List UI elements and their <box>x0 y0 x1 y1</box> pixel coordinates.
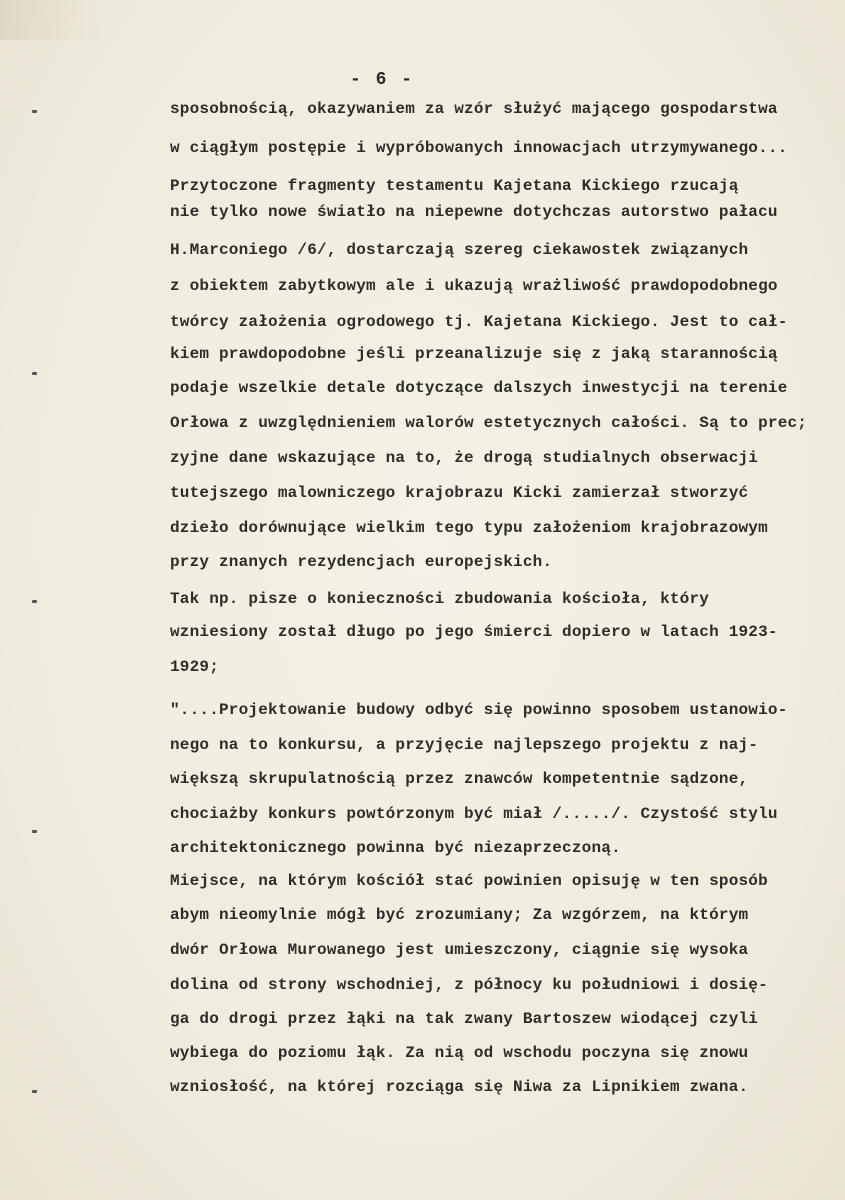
text-line: architektonicznego powinna być niezaprzeczoną. <box>170 839 621 857</box>
text-line: ga do drogi przez łąki na tak zwany Bartoszew wiodącej czyli <box>170 1010 759 1028</box>
margin-mark <box>32 600 37 603</box>
text-line: Przytoczone fragmenty testamentu Kajetana Kickiego rzucają <box>170 177 739 195</box>
text-line: w ciągłym postępie i wypróbowanych innowacjach utrzymywanego... <box>170 139 788 157</box>
text-line: większą skrupulatnością przez znawców kompetentnie sądzone, <box>170 770 749 788</box>
text-line: dzieło dorównujące wielkim tego typu założeniom krajobrazowym <box>170 519 768 537</box>
text-line: Orłowa z uwzględnieniem walorów estetycznych całości. Są to prec; <box>170 414 808 432</box>
text-line: dwór Orłowa Murowanego jest umieszczony, ciągnie się wysoka <box>170 941 749 959</box>
text-line: abym nieomylnie mógł być zrozumiany; Za wzgórzem, na którym <box>170 906 749 924</box>
text-line: kiem prawdopodobne jeśli przeanalizuje się z jaką starannością <box>170 345 778 363</box>
text-line: z obiektem zabytkowym ale i ukazują wrażliwość prawdopodobnego <box>170 277 778 295</box>
margin-mark <box>32 372 37 375</box>
margin-mark <box>32 830 37 833</box>
text-line: Miejsce, na którym kościół stać powinien opisuję w ten sposób <box>170 872 768 890</box>
margin-mark <box>32 110 37 113</box>
text-line: twórcy założenia ogrodowego tj. Kajetana Kickiego. Jest to cał- <box>170 313 788 331</box>
text-line: Tak np. pisze o konieczności zbudowania kościoła, który <box>170 590 710 608</box>
text-line: "....Projektowanie budowy odbyć się powinno sposobem ustanowio- <box>170 701 788 719</box>
text-line: zyjne dane wskazujące na to, że drogą studialnych obserwacji <box>170 449 759 467</box>
text-line: podaje wszelkie detale dotyczące dalszych inwestycji na terenie <box>170 379 788 397</box>
text-line: wzniesiony został długo po jego śmierci dopiero w latach 1923- <box>170 623 778 641</box>
text-line: nie tylko nowe światło na niepewne dotychczas autorstwo pałacu <box>170 203 778 221</box>
text-line: tutejszego malowniczego krajobrazu Kicki zamierzał stworzyć <box>170 484 749 502</box>
text-line: wybiega do poziomu łąk. Za nią od wschodu poczyna się znowu <box>170 1044 749 1062</box>
page-number: - 6 - <box>350 70 415 90</box>
text-line: 1929; <box>170 658 220 676</box>
text-line: dolina od strony wschodniej, z północy ku południowi i dosię- <box>170 976 768 994</box>
text-line: przy znanych rezydencjach europejskich. <box>170 553 553 571</box>
text-line: chociażby konkurs powtórzonym być miał /...../. Czystość stylu <box>170 805 778 823</box>
text-line: H.Marconiego /6/, dostarczają szereg ciekawostek związanych <box>170 241 749 259</box>
text-line: sposobnością, okazywaniem za wzór służyć mającego gospodarstwa <box>170 100 778 118</box>
text-line: nego na to konkursu, a przyjęcie najlepszego projektu z naj- <box>170 736 759 754</box>
text-line: wzniosłość, na której rozciąga się Niwa za Lipnikiem zwana. <box>170 1078 749 1096</box>
margin-mark <box>32 1090 37 1093</box>
page-stain <box>0 0 100 40</box>
